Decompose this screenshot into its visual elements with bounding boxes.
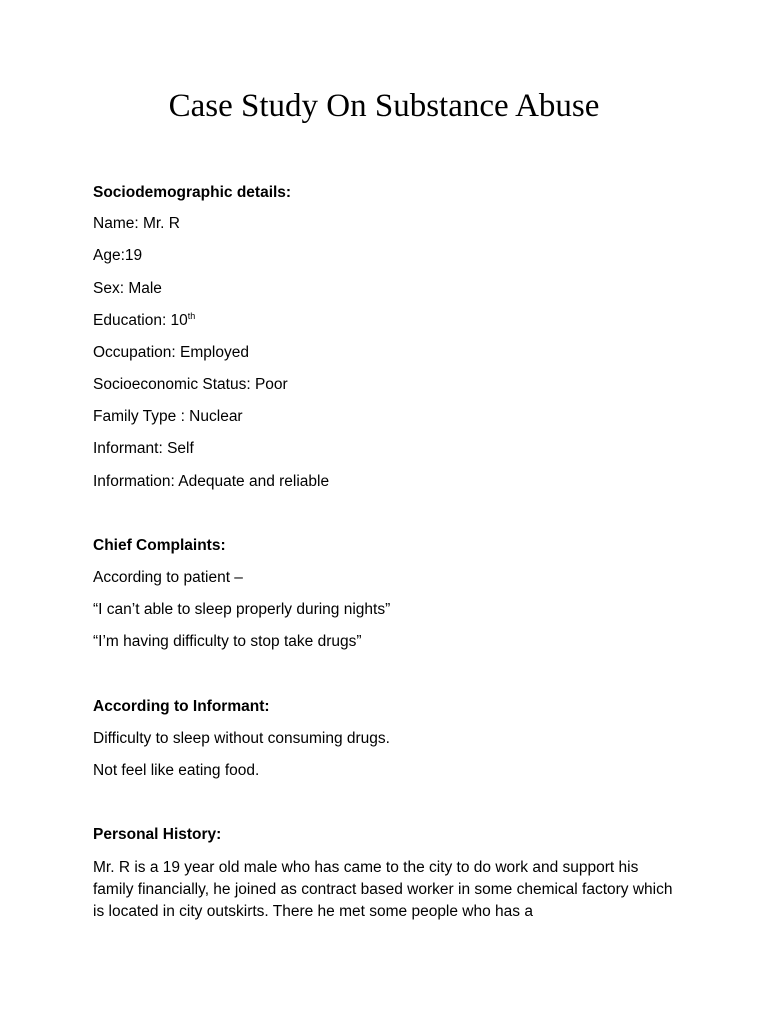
informant-line: Informant: Self bbox=[93, 440, 194, 457]
education-line bbox=[93, 311, 195, 331]
document-title: Case Study On Substance Abuse bbox=[168, 88, 600, 124]
patient-quote-1: “I can’t able to sleep properly during nights” bbox=[93, 601, 391, 618]
according-to-informant-heading: According to Informant: bbox=[93, 698, 270, 715]
name-line: Name: Mr. R bbox=[93, 215, 180, 232]
family-type-line: Family Type : Nuclear bbox=[93, 408, 243, 425]
informant-line-1: Difficulty to sleep without consuming drugs. bbox=[93, 730, 390, 747]
age-line: Age:19 bbox=[93, 247, 143, 264]
sex-line: Sex: Male bbox=[93, 280, 162, 297]
personal-history-heading: Personal History: bbox=[93, 826, 222, 843]
according-to-patient-line: According to patient – bbox=[93, 569, 243, 586]
information-line: Information: Adequate and reliable bbox=[93, 473, 330, 490]
personal-history-paragraph: Mr. R is a 19 year old male who has came to the city to do work and support his family financially, he joined as contract based worker in some chemical factory which is located in city outskirts. There he met some people who has a bbox=[93, 859, 673, 920]
informant-line-2: Not feel like eating food. bbox=[93, 762, 260, 779]
sociodemographic-heading: Sociodemographic details: bbox=[93, 184, 292, 201]
occupation-line: Occupation: Employed bbox=[93, 344, 249, 361]
education-superscript: th bbox=[187, 310, 196, 321]
patient-quote-2: “I’m having difficulty to stop take drugs” bbox=[93, 633, 362, 650]
chief-complaints-heading: Chief Complaints: bbox=[93, 537, 226, 554]
education-text: Education: 10 bbox=[93, 312, 188, 329]
socioeconomic-status-line: Socioeconomic Status: Poor bbox=[93, 376, 288, 393]
